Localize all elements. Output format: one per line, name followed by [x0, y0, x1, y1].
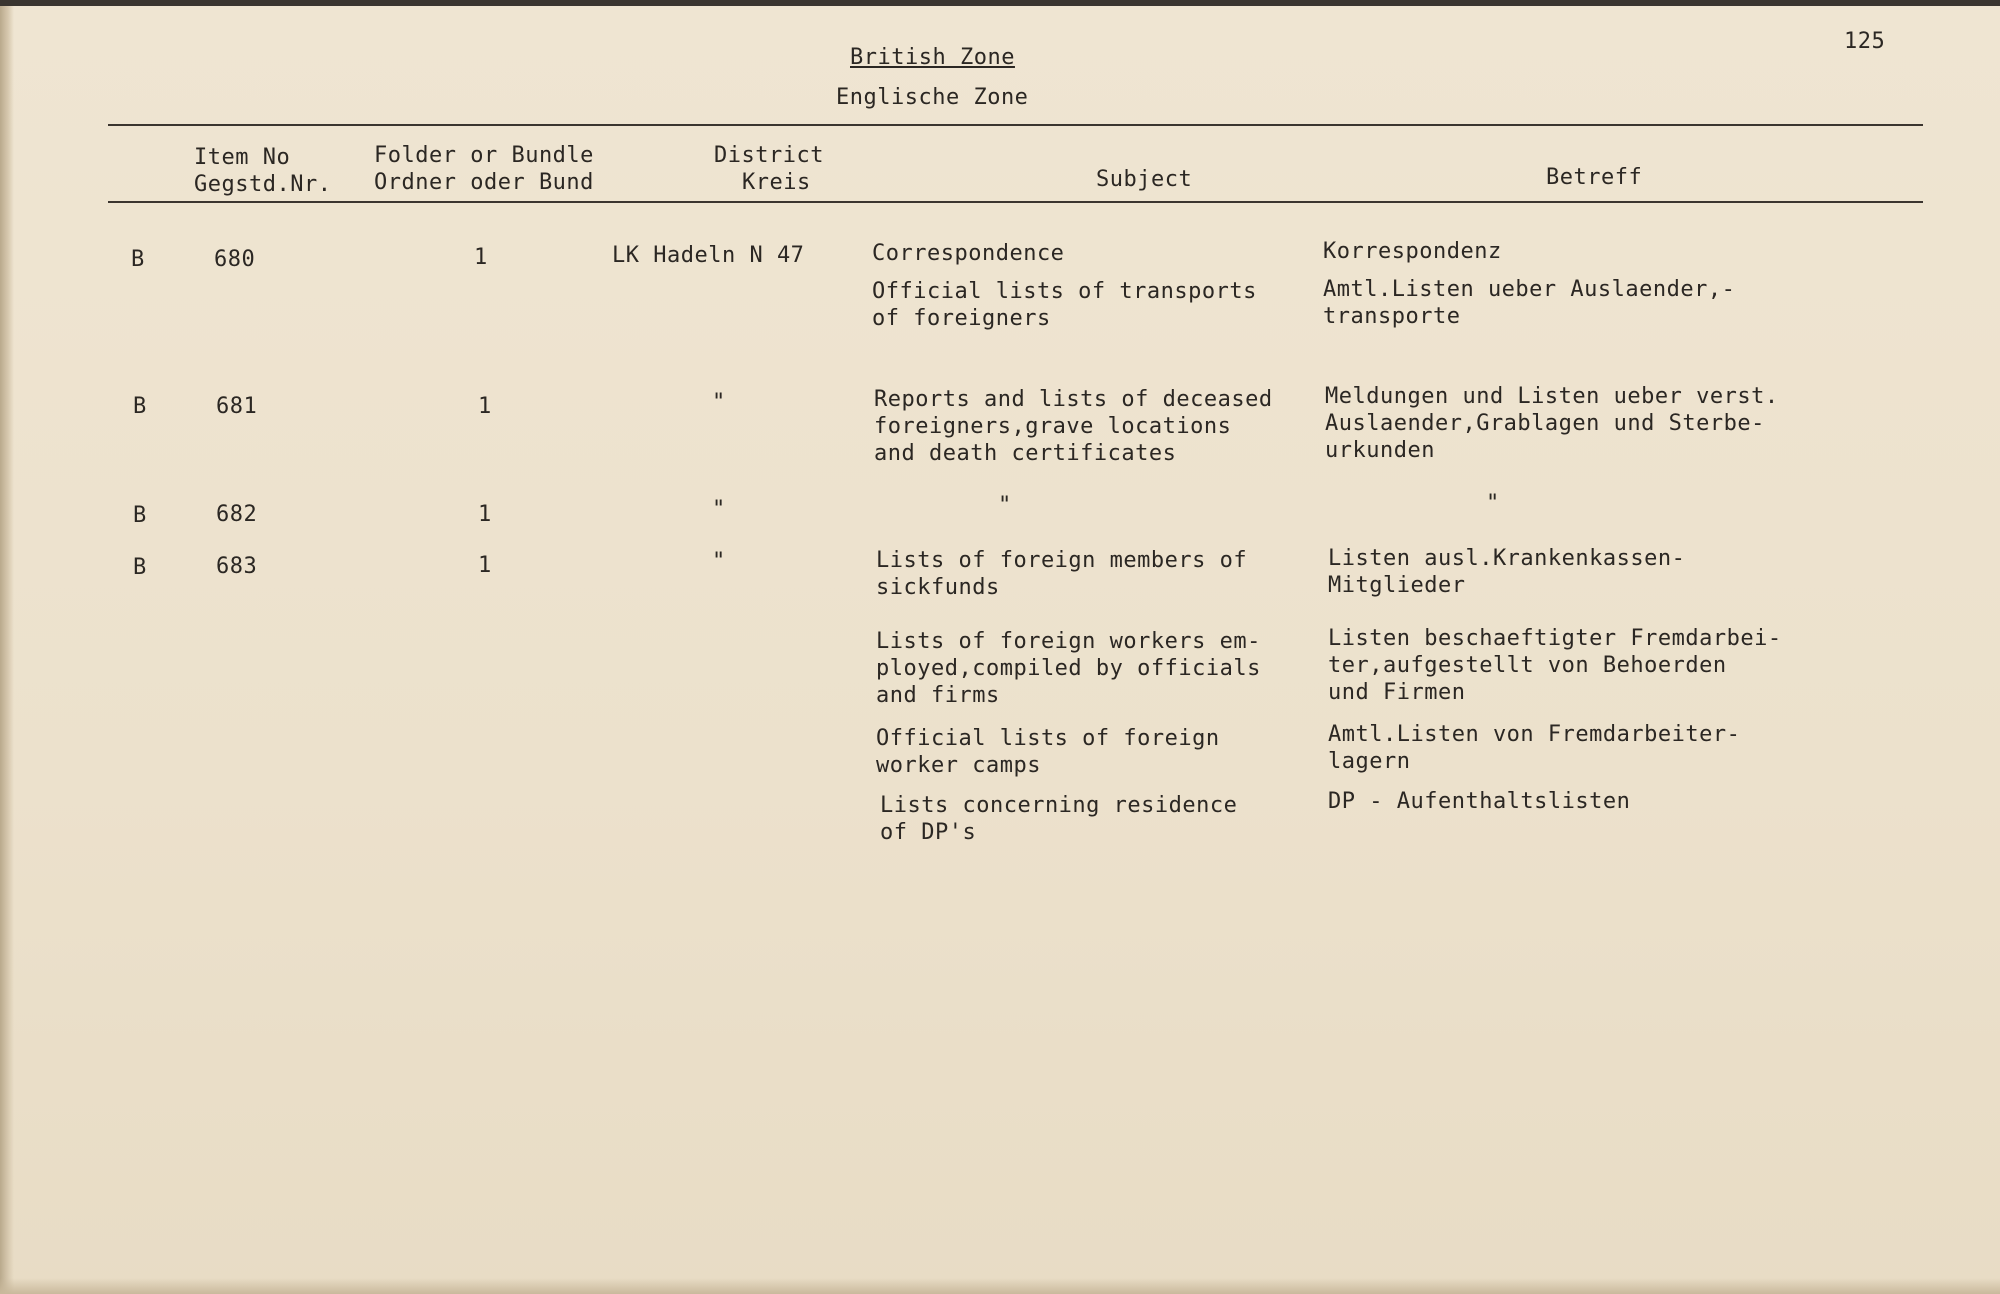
row-series: B: [133, 555, 147, 580]
row-subject-entry: Correspondence: [872, 241, 1065, 266]
col-header-subject: Subject: [1096, 167, 1193, 192]
header-rule-top: [108, 124, 1923, 126]
page-number: 125: [1844, 29, 1886, 54]
col-header-betreff: Betreff: [1546, 165, 1643, 190]
row-betreff-entry: Listen ausl.Krankenkassen- Mitglieder: [1328, 546, 1686, 598]
col-header-district-en: District: [714, 143, 824, 168]
row-betreff-entry: ": [1486, 491, 1500, 516]
row-betreff-entry: Listen beschaeftigter Fremdarbei- ter,aufgestellt von Behoerden und Firmen: [1328, 626, 1782, 705]
row-betreff-entry: Amtl.Listen von Fremdarbeiter- lagern: [1328, 722, 1741, 774]
row-subject-entry: Lists of foreign members of sickfunds: [876, 548, 1248, 600]
row-subject-entry: Official lists of transports of foreigners: [872, 279, 1257, 331]
row-series: B: [131, 247, 145, 272]
col-header-item-en: Item No: [194, 145, 291, 170]
row-betreff-entry: Korrespondenz: [1323, 239, 1502, 264]
row-item-number: 681: [216, 394, 258, 419]
row-subject-entry: Reports and lists of deceased foreigners,grave locations and death certificates: [874, 387, 1273, 466]
row-subject-entry: Lists concerning residence of DP's: [880, 793, 1238, 845]
row-subject-entry: Lists of foreign workers em- ployed,compiled by officials and firms: [876, 629, 1261, 708]
row-district: LK Hadeln N 47: [612, 243, 805, 268]
col-header-folder-en: Folder or Bundle: [374, 143, 594, 168]
row-series: B: [133, 503, 147, 528]
row-district: ": [712, 390, 726, 415]
page-subtitle: Englische Zone: [836, 85, 1029, 110]
row-folder-count: 1: [474, 245, 488, 270]
row-series: B: [133, 394, 147, 419]
page-bottom-edge: [0, 1278, 2000, 1294]
page-binding-edge: [0, 6, 14, 1294]
row-betreff-entry: DP - Aufenthaltslisten: [1328, 789, 1631, 814]
page-title: British Zone: [850, 45, 1015, 70]
row-folder-count: 1: [478, 502, 492, 527]
row-folder-count: 1: [478, 394, 492, 419]
row-item-number: 682: [216, 502, 258, 527]
row-betreff-entry: Amtl.Listen ueber Auslaender,- transporte: [1323, 277, 1736, 329]
row-item-number: 680: [214, 247, 256, 272]
row-betreff-entry: Meldungen und Listen ueber verst. Auslaender,Grablagen und Sterbe- urkunden: [1325, 384, 1779, 463]
document-page: [0, 6, 2000, 1294]
row-subject-entry: ": [998, 493, 1012, 518]
row-district: ": [712, 497, 726, 522]
header-rule-bottom: [108, 201, 1923, 203]
col-header-folder-de: Ordner oder Bund: [374, 170, 594, 195]
row-district: ": [712, 549, 726, 574]
row-item-number: 683: [216, 554, 258, 579]
row-folder-count: 1: [478, 553, 492, 578]
col-header-district-de: Kreis: [742, 170, 811, 195]
col-header-item-de: Gegstd.Nr.: [194, 172, 332, 197]
row-subject-entry: Official lists of foreign worker camps: [876, 726, 1220, 778]
